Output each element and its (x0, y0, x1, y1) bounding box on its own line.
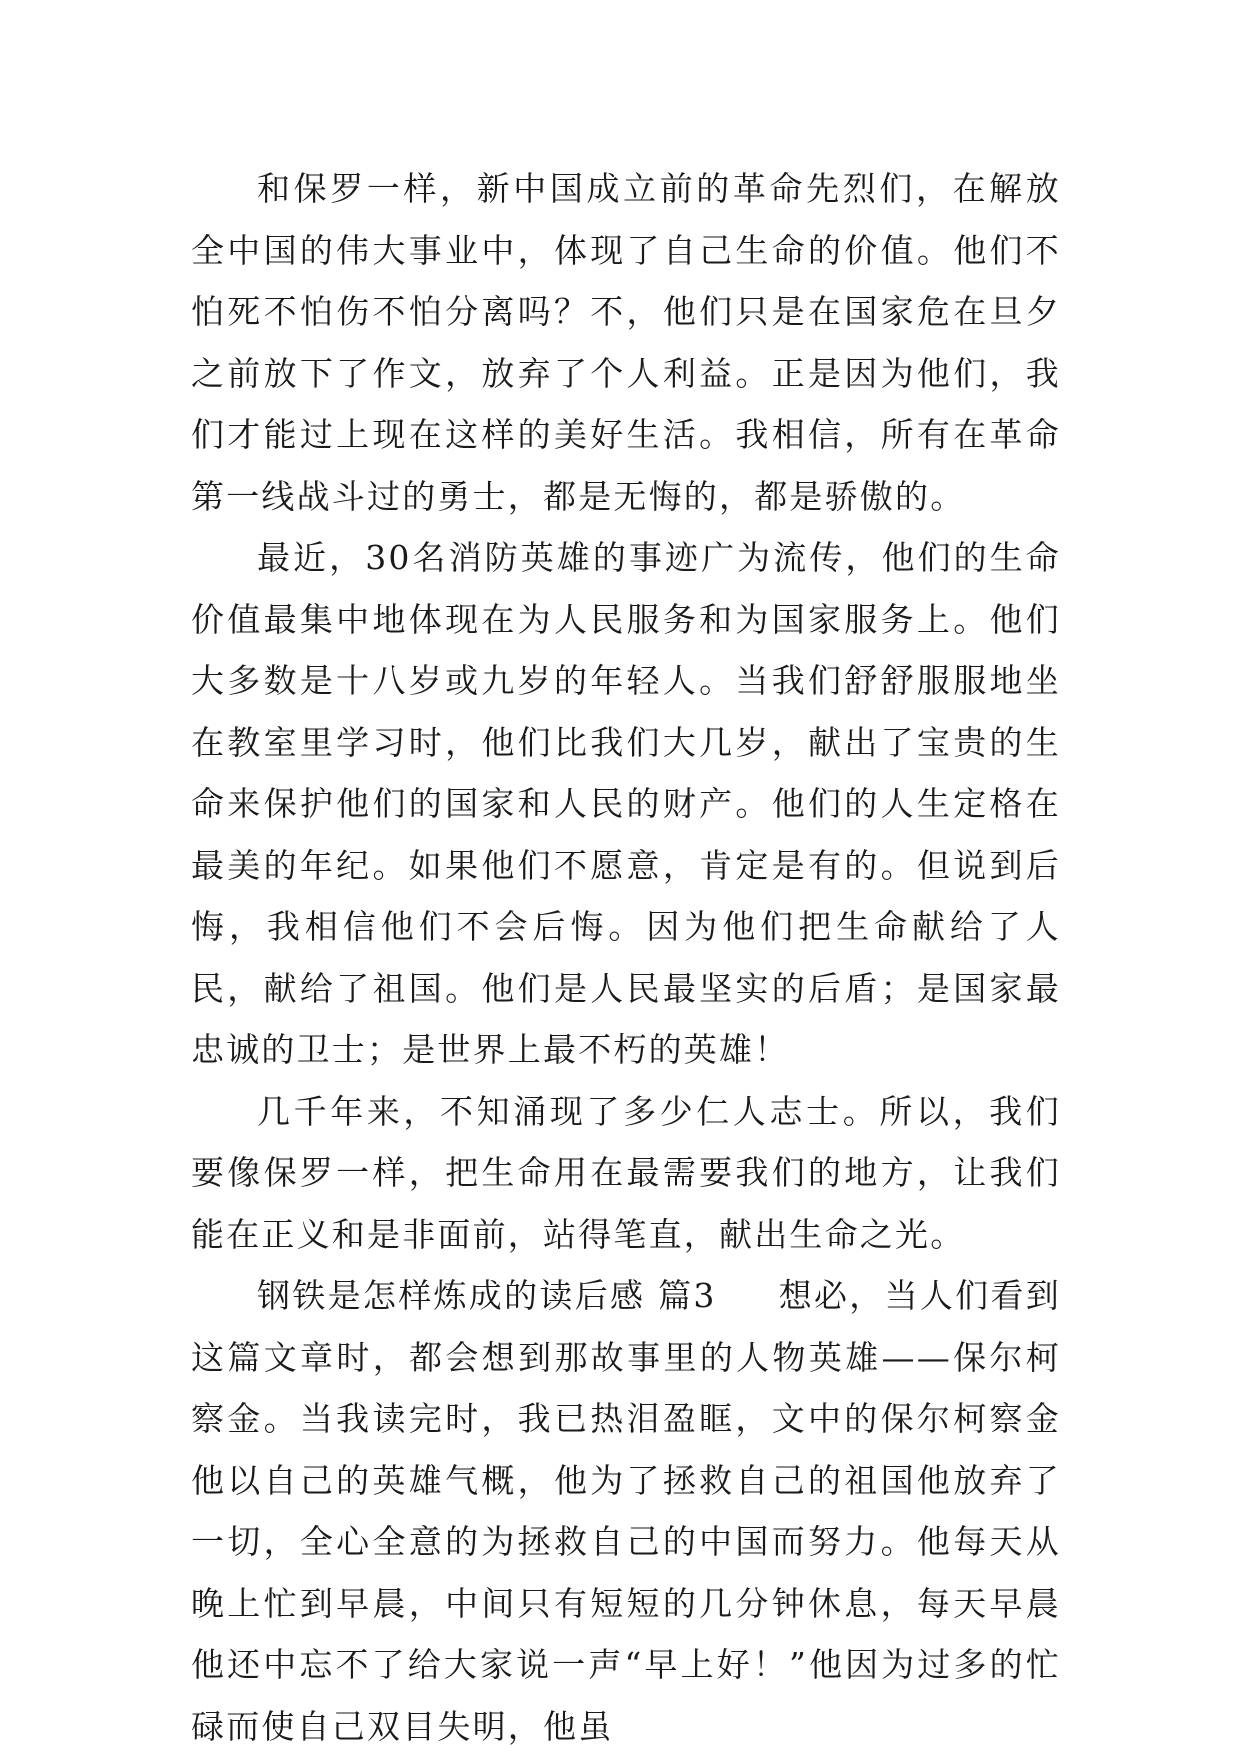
section-title: 钢铁是怎样炼成的读后感 (257, 1276, 646, 1315)
paragraph-revolutionary-martyrs: 和保罗一样，新中国成立前的革命先烈们，在解放全中国的伟大事业中，体现了自己生命的价值。他们不怕死不怕伤不怕分离吗？不，他们只是在国家危在旦夕之前放下了作文，放弃了个人利益。正是因为他们，我们才能过上现在这样的美好生活。我相信，所有在革命第一线战斗过的勇士，都是无悔的，都是骄傲的。 (191, 169, 1061, 516)
section-title-gap (645, 1276, 658, 1315)
section-text: 想必，当人们看到这篇文章时，都会想到那故事里的人物英雄——保尔柯察金。当我读完时，我已热泪盈眶，文中的保尔柯察金他以自己的英雄气概，他为了拯救自己的祖国他放弃了一切，全心全意的为拯救自己的中国而努力。他每天从晚上忙到早晨，中间只有短短的几分钟休息，每天早晨他还中忘不了给大家说一声“早上好！”他因为过多的忙碌而使自己双目失明，他虽 (191, 1276, 1061, 1746)
section-paragraph (191, 1265, 1061, 1757)
document-body (191, 158, 1061, 1757)
paragraph-firefighter-heroes: 最近，30名消防英雄的事迹广为流传，他们的生命价值最集中地体现在为人民服务和为国家服务上。他们大多数是十八岁或九岁的年轻人。当我们舒舒服服地坐在教室里学习时，他们比我们大几岁，献出了宝贵的生命来保护他们的国家和人民的财产。他们的人生定格在最美的年纪。如果他们不愿意，肯定是有的。但说到后悔，我相信他们不会后悔。因为他们把生命献给了人民，献给了祖国。他们是人民最坚实的后盾；是国家最忠诚的卫士；是世界上最不朽的英雄！ (191, 538, 1061, 1069)
paragraph-conclusion: 几千年来，不知涌现了多少仁人志士。所以，我们要像保罗一样，把生命用在最需要我们的地方，让我们能在正义和是非面前，站得笔直，献出生命之光。 (191, 1091, 1061, 1254)
section-label: 篇3 (658, 1276, 717, 1315)
